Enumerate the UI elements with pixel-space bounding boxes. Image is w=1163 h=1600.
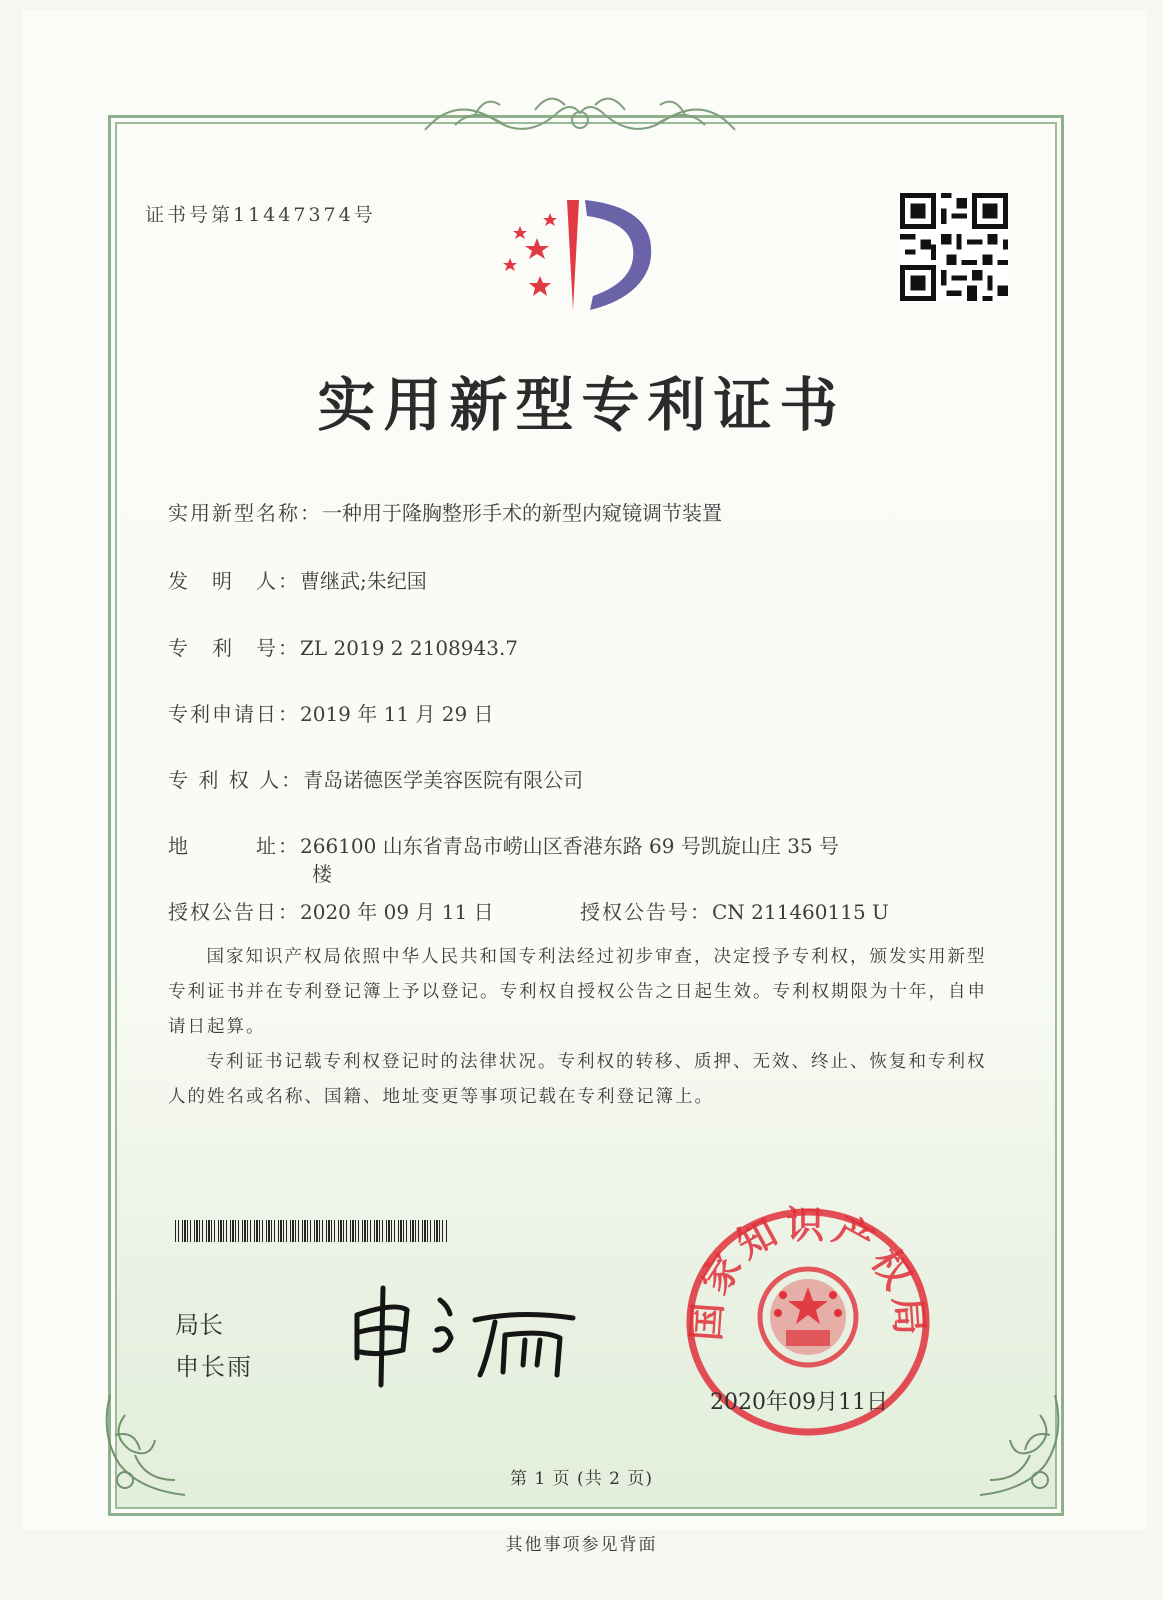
address-row (168, 830, 839, 859)
body-paragraph-1: 国家知识产权局依照中华人民共和国专利法经过初步审查，决定授予专利权，颁发实用新型专利证书并在专利登记簿上予以登记。专利权自授权公告之日起生效。专利权期限为十年，自申请日起算。 (168, 947, 987, 1037)
director-name: 申长雨 (175, 1353, 253, 1381)
top-ornament-icon (415, 85, 745, 145)
application-date-label: 专利申请日： (168, 702, 300, 726)
director-title: 局长 (175, 1311, 223, 1339)
seal-text: 国家知识产权局 (683, 1205, 933, 1343)
grant-number-row (580, 896, 889, 925)
patent-number-value: ZL 2019 2 2108943.7 (300, 636, 519, 660)
inventor-row (168, 565, 427, 594)
address-value-line1: 266100 山东省青岛市崂山区香港东路 69 号凯旋山庄 35 号 (300, 834, 840, 858)
grant-date-label: 授权公告日： (168, 900, 300, 924)
patentee-value: 青岛诺德医学美容医院有限公司 (303, 768, 584, 792)
patentee-label: 专 利 权 人： (168, 768, 304, 792)
patent-number-row (168, 632, 518, 661)
qr-code-icon (900, 193, 1008, 301)
certificate-title: 实用新型专利证书 (317, 371, 846, 439)
patentee-row (168, 764, 583, 793)
address-value-line2: 楼 (312, 862, 332, 886)
application-date-value: 2019 年 11 月 29 日 (300, 702, 494, 726)
patent-office-emblem-icon (495, 188, 665, 318)
certificate-number: 证书号第11447374号 (145, 204, 376, 226)
page-indicator: 第 1 页 (共 2 页) (510, 1469, 653, 1489)
director-signature-icon (345, 1280, 585, 1395)
patent-number-label: 专 利 号： (168, 636, 300, 660)
grant-number-value: CN 211460115 U (712, 900, 889, 924)
footer-note: 其他事项参见背面 (505, 1535, 658, 1555)
inventor-label: 发 明 人： (168, 569, 300, 593)
barcode-icon (175, 1220, 450, 1242)
inventor-value: 曹继武;朱纪国 (300, 569, 427, 593)
grant-number-label: 授权公告号： (580, 900, 712, 924)
certificate-body-text (168, 940, 993, 1115)
grant-date-value: 2020 年 09 月 11 日 (300, 900, 494, 924)
address-label: 地 址： (168, 834, 300, 858)
utility-model-name-row (168, 497, 722, 526)
seal-date: 2020年09月11日 (710, 1390, 888, 1415)
application-date-row (168, 698, 494, 727)
utility-model-name-value: 一种用于隆胸整形手术的新型内窥镜调节装置 (322, 501, 722, 525)
body-paragraph-2: 专利证书记载专利权登记时的法律状况。专利权的转移、质押、无效、终止、恢复和专利权人的姓名或名称、国籍、地址变更等事项记载在专利登记簿上。 (168, 1052, 987, 1107)
utility-model-name-label: 实用新型名称： (168, 501, 322, 525)
grant-date-row (168, 896, 494, 925)
